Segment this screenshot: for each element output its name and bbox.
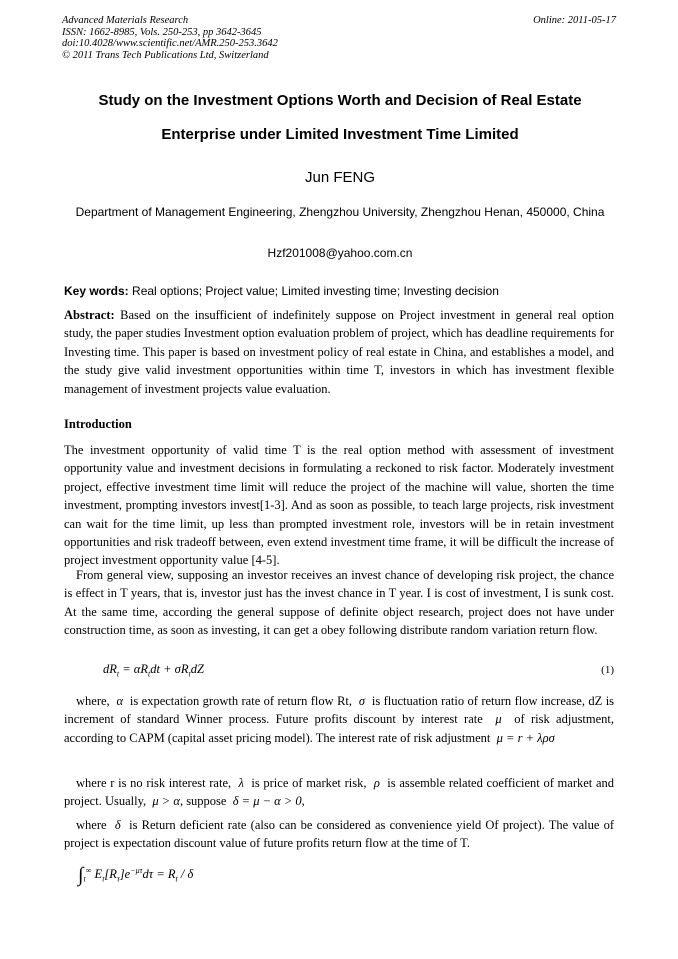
where-paragraph-3: [64, 816, 614, 853]
keywords-text: Real options; Project value; Limited investing time; Investing decision: [132, 284, 499, 298]
where2-text-a: where r is no risk interest rate,: [76, 776, 232, 790]
where1-text-c: is fluctuation ratio of return flow increase, dZ is increment of standard Winner process. Future profits discount by interest rate: [64, 694, 615, 727]
capm-equation: μ = r + λρσ: [493, 730, 555, 745]
copyright-line: © 2011 Trans Tech Publications Ltd, Switzerland: [62, 49, 269, 61]
author-email: Hzf201008@yahoo.com.cn: [267, 246, 413, 260]
equation-1-number: (1): [601, 664, 614, 676]
doi-line: doi:10.4028/www.scientific.net/AMR.250-253.3642: [62, 38, 278, 49]
keywords-label: Key words:: [64, 284, 129, 298]
where1-text-d: of risk adjustment, according to CAPM (capital asset pricing model). The interest rate of risk adjustment: [64, 712, 615, 745]
online-date: Online: 2011-05-17: [533, 15, 616, 26]
where2-text-c: is assemble related coefficient of market and project. Usually,: [64, 776, 615, 809]
mu-symbol: μ: [489, 712, 508, 727]
equation-2: $\int_t^\infty$ $E_t[R_\tau]e^{-\mu\tau}d\tau = R_t / \delta$: [78, 864, 194, 886]
where2-text-d: , suppose: [179, 794, 227, 809]
where1-text-b: is expectation growth rate of return flow Rt,: [129, 694, 353, 708]
section-heading-introduction: Introduction: [64, 417, 132, 431]
where-paragraph-1: [64, 692, 614, 747]
equation-1: $dR_t = \alpha R_tdt + \sigma R_tdZ$: [103, 662, 204, 679]
abstract-label: Abstract:: [64, 308, 115, 322]
intro-paragraph-2: From general view, supposing an investor receives an invest chance of developing risk project, the chance is effect in T years, that is, investor just has the invest chance in T year. I is cost of investment, I is sunk cost. At the same time, according the general suppose of definite object research, project does not have under construction time, as soon as investing, it can get a obey following distribute random variation return flow.: [64, 568, 614, 638]
where1-text-a: where,: [76, 694, 110, 708]
where2-text-b: is price of market risk,: [251, 776, 367, 790]
alpha-symbol: α: [113, 694, 127, 708]
where2-text-e: ,: [301, 794, 305, 809]
paper-title-line-1: Study on the Investment Options Worth and Decision of Real Estate: [98, 92, 582, 109]
delta-symbol: δ: [110, 818, 125, 832]
keywords: [64, 284, 616, 298]
paper-title-line-2: Enterprise under Limited Investment Time Limited: [161, 126, 519, 143]
author-affiliation: Department of Management Engineering, Zhengzhou University, Zhengzhou Henan, 450000, China: [75, 205, 605, 219]
where-paragraph-2: [64, 774, 614, 811]
journal-header: [62, 15, 618, 61]
where3-text-a: where: [76, 818, 107, 832]
mu-gt-alpha: μ > α: [149, 794, 180, 809]
intro-paragraph-1: The investment opportunity of valid time T is the real option method with assessment of investment opportunity value and investment decisions in formulating a reckoned to risk factor. Moderately investment project, effective investment time limit will reduce the project of the machine will value, shorten the time investment, prompting investors invest[1-3]. And as soon as possible, to teach large projects, risk investment can wait for the time limit, up less than prompted investment role, investors will be in retain investment opportunities and risk tradeoff between, even extend investment time frame, it will be difficult the increase of project investment opportunity value [4-5].: [64, 443, 614, 568]
sigma-symbol: σ: [355, 694, 369, 708]
journal-name: Advanced Materials Research: [62, 15, 189, 26]
lambda-symbol: λ: [234, 776, 248, 790]
issn-line: ISSN: 1662-8985, Vols. 250-253, pp 3642-3645: [62, 26, 262, 38]
delta-definition: δ = μ − α > 0: [229, 794, 302, 809]
abstract-text: Based on the insufficient of indefinitely suppose on Project investment in general real option study, the paper studies Investment option evaluation problem of project, which has deadline requirements for Investing time. This paper is based on investment policy of real estate in China, and establishes a model, and the study give valid investment opportunities within time T, investors in which has investment flexible management of investment projects value evaluation.: [64, 308, 614, 396]
abstract: [64, 306, 614, 398]
author-name: Jun FENG: [304, 169, 376, 186]
where3-text-b: is Return deficient rate (also can be considered as convenience yield Of project). The value of project is expectation discount value of future profits return flow at the time of T.: [64, 818, 615, 851]
rho-symbol: ρ: [370, 776, 384, 790]
